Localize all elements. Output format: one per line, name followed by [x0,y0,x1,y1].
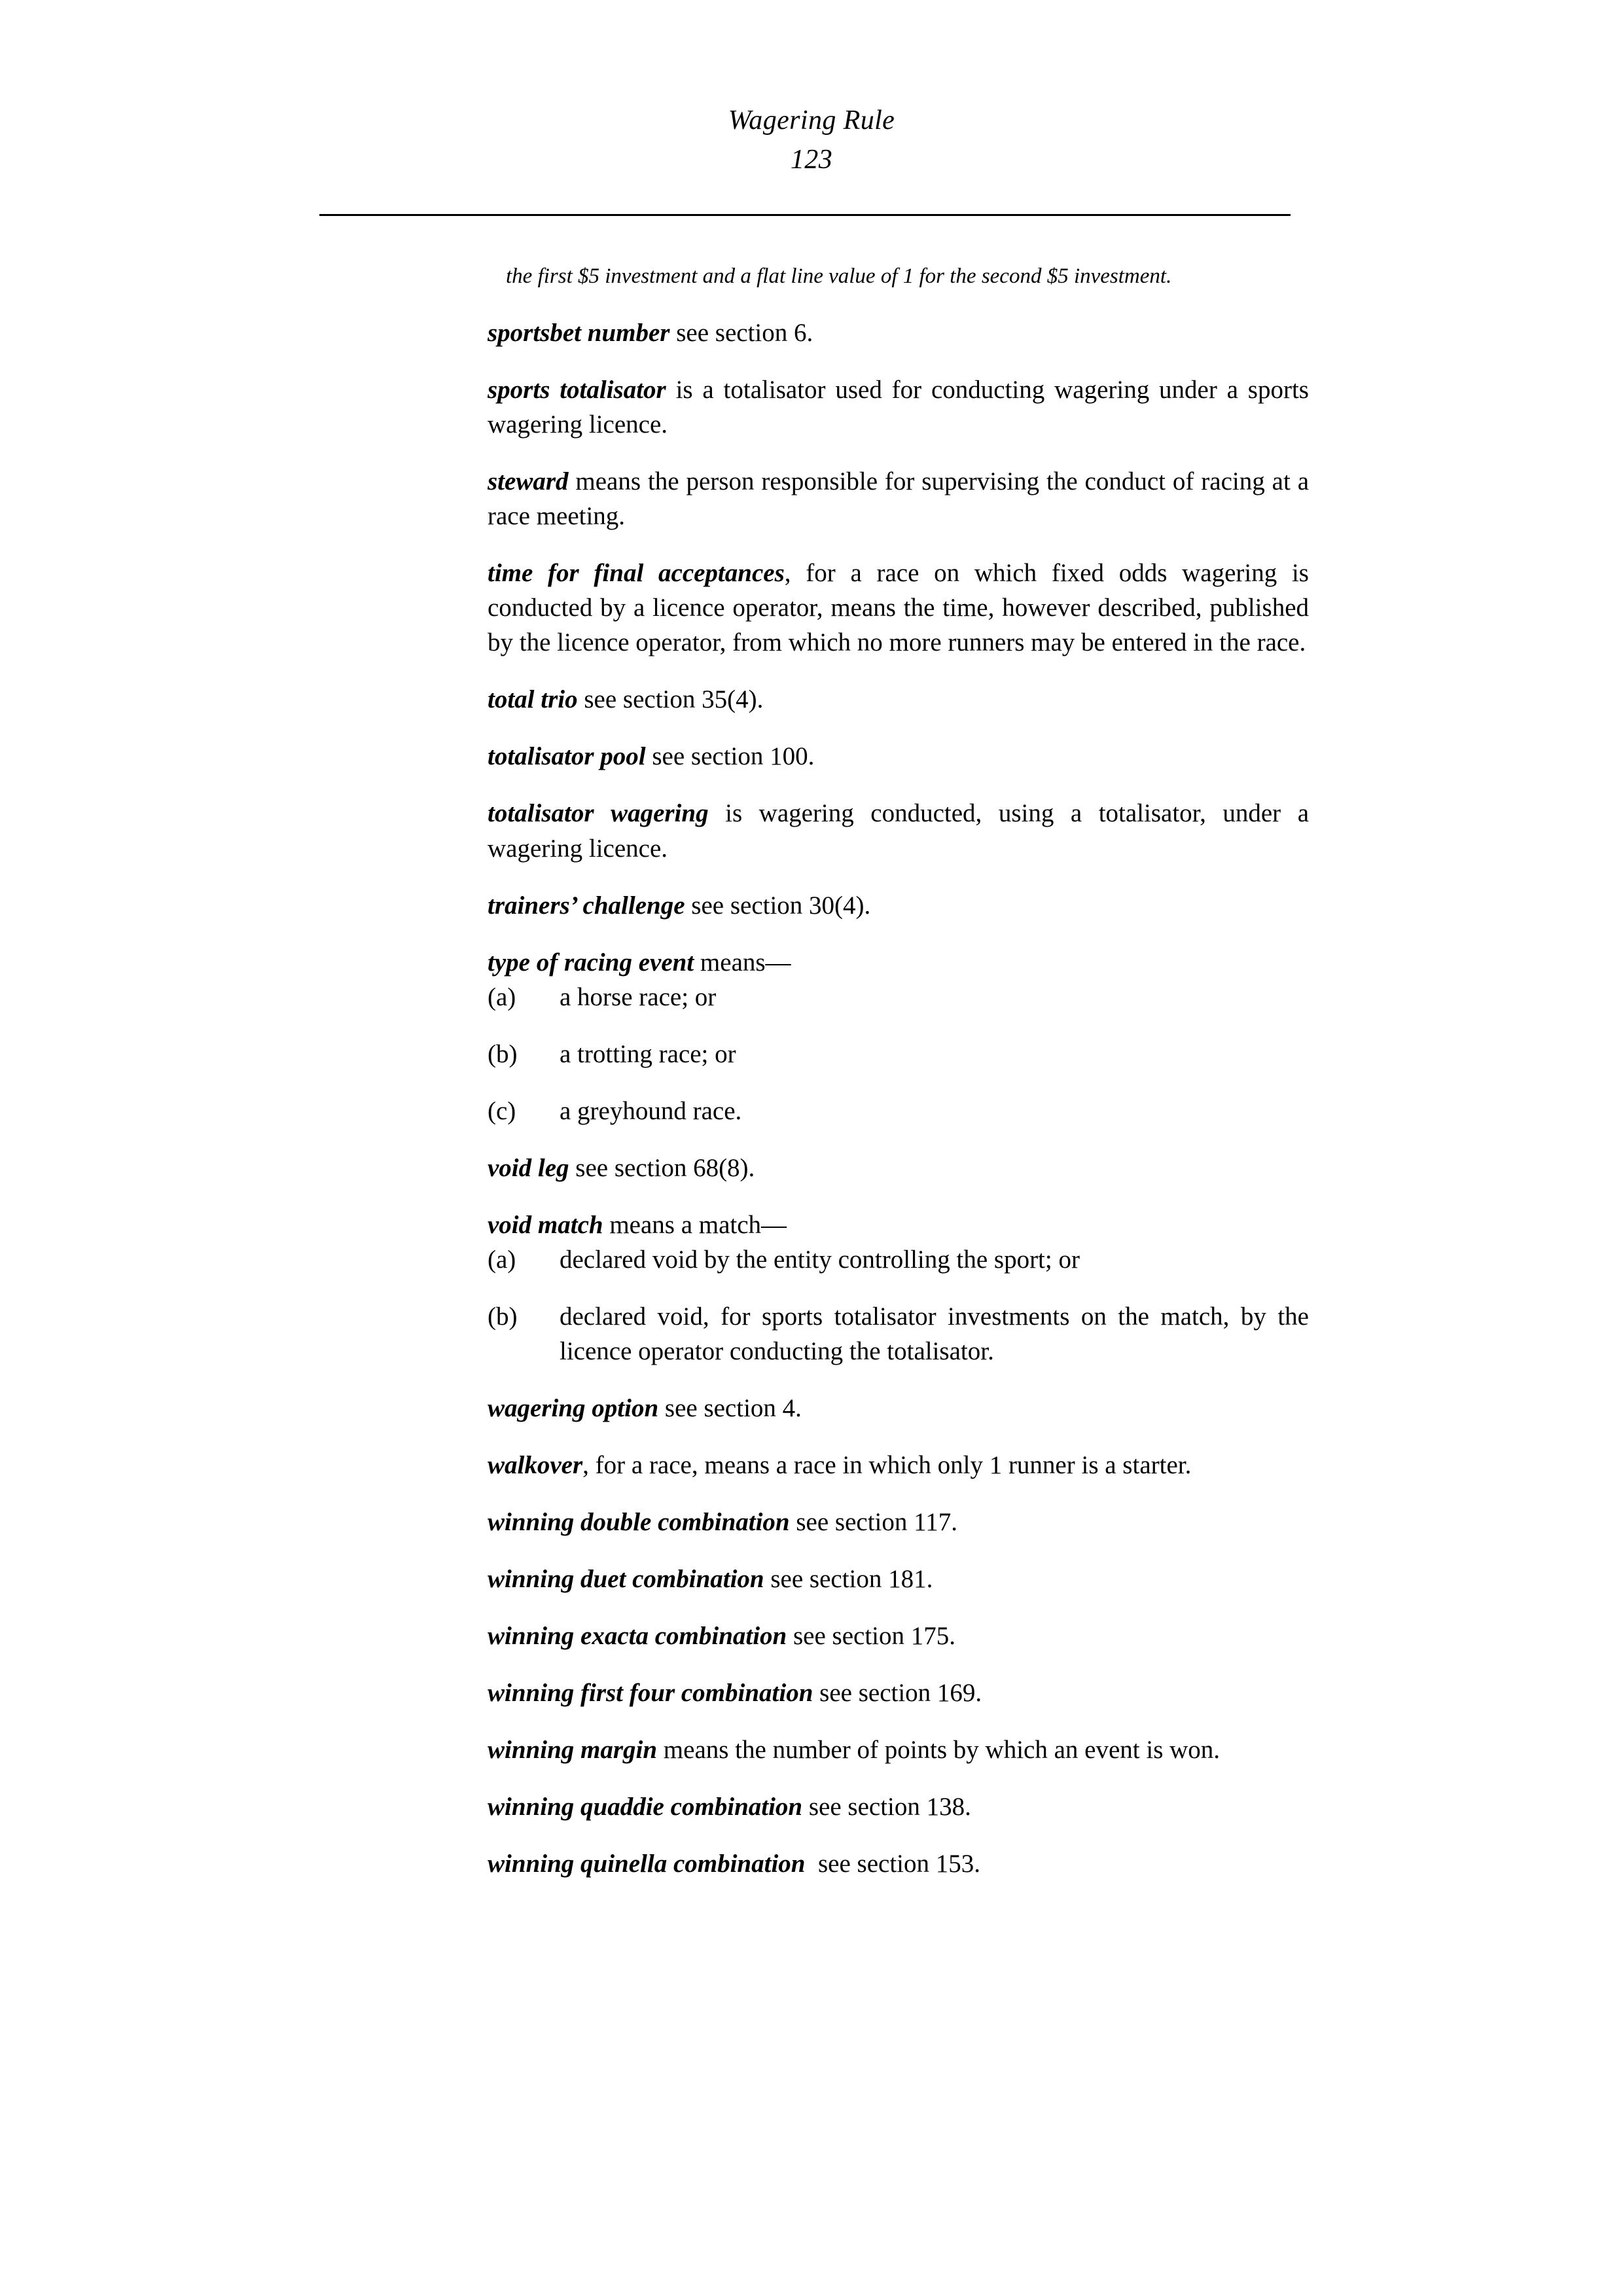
list-item-marker: (a) [488,1245,516,1274]
list-item-text: declared void, for sports totalisator investments on the match, by the licence operator conducting the totalisator. [560,1302,1309,1365]
list-item [488,980,1309,1014]
definition-entry [488,739,1309,774]
list-item-marker: (b) [488,1039,518,1068]
definition-entry [488,1208,1309,1242]
defined-term: winning first four combination [488,1679,813,1708]
defined-term: type of racing event [488,948,694,977]
definition-entry [488,1505,1309,1539]
definition-entry [488,1789,1309,1824]
definition-text: is a totalisator used for conducting wagering under a sports wagering licence. [488,376,1309,439]
definition-entry [488,796,1309,865]
definition-text: means the number of points by which an event is won. [657,1736,1221,1765]
list-item [488,1242,1309,1277]
document-body [488,260,1309,1881]
definition-list-part-2 [488,1151,1309,1242]
defined-term: time for final acceptances [488,559,785,588]
defined-term: winning duet combination [488,1564,764,1593]
definition-text: see section 30(4). [685,891,871,920]
definition-entry [488,464,1309,533]
definition-entry [488,888,1309,923]
definition-text: see section 35(4). [577,685,764,714]
list-item-text: a trotting race; or [560,1039,736,1068]
definition-text: means— [694,948,791,977]
list-item [488,1094,1309,1128]
definition-text: see section 169. [813,1679,982,1708]
defined-term: wagering option [488,1393,659,1422]
list-item-marker: (b) [488,1302,518,1331]
page-header [0,105,1623,176]
list-item-marker: (a) [488,982,516,1011]
header-page-number: 123 [790,144,833,175]
defined-term: winning exacta combination [488,1621,787,1650]
definition-text: , for a race on which fixed odds wagering is conducted by a licence operator, means the time, however described, published by the licence operator, from which no more runners may be entered in the race. [488,559,1309,657]
definition-text: is wagering conducted, using a totalisator, under a wagering licence. [488,799,1310,863]
definition-entry [488,1676,1309,1710]
list-item-text: a greyhound race. [560,1096,742,1125]
definition-text: see section 4. [658,1393,802,1422]
definition-list-part-3 [488,1391,1309,1881]
defined-term: winning quinella combination [488,1850,806,1878]
definition-entry [488,372,1309,442]
definition-text: see section 175. [787,1621,956,1650]
definition-text: see section 6. [669,319,813,348]
defined-term: totalisator pool [488,742,646,771]
defined-term: walkover [488,1450,583,1479]
definition-text: see section 138. [802,1793,971,1821]
definition-entry [488,556,1309,660]
defined-term: steward [488,467,569,496]
defined-term: total trio [488,685,578,714]
definition-text: see section 153. [805,1850,980,1878]
defined-term: totalisator wagering [488,799,709,828]
type-of-racing-event-list [488,980,1309,1128]
header-divider-rule [319,214,1291,216]
defined-term: void match [488,1210,603,1239]
definition-text: see section 181. [764,1564,933,1593]
defined-term: winning quaddie combination [488,1793,803,1821]
continuation-note: the first $5 investment and a flat line value of 1 for the second $5 investment. [506,264,1172,288]
list-item-marker: (c) [488,1096,516,1125]
definition-entry [488,1151,1309,1185]
definition-list-part-1 [488,315,1309,979]
definition-text: , for a race, means a race in which only 1 runner is a starter. [582,1450,1192,1479]
definition-entry [488,945,1309,980]
defined-term: winning margin [488,1736,658,1765]
definition-text: see section 68(8). [569,1153,755,1182]
definition-entry [488,1846,1309,1881]
defined-term: sportsbet number [488,319,670,348]
list-item-text: a horse race; or [560,982,717,1011]
defined-term: winning double combination [488,1507,790,1536]
list-item [488,1299,1309,1369]
defined-term: sports totalisator [488,376,666,404]
definition-text: see section 100. [645,742,815,771]
definition-entry [488,1732,1309,1767]
definition-entry [488,682,1309,717]
definition-text: means the person responsible for supervising the conduct of racing at a race meeting. [488,467,1309,531]
definition-text: means a match— [603,1210,787,1239]
void-match-list [488,1242,1309,1369]
definition-entry [488,1391,1309,1426]
definition-entry [488,1562,1309,1596]
definition-entry [488,315,1309,350]
definition-text: see section 117. [789,1507,957,1536]
list-item [488,1037,1309,1071]
header-title: Wagering Rule [728,105,895,135]
defined-term: void leg [488,1153,569,1182]
list-item-text: declared void by the entity controlling the sport; or [560,1245,1080,1274]
definition-entry [488,1619,1309,1653]
defined-term: trainers’ challenge [488,891,685,920]
definition-entry [488,1448,1309,1482]
